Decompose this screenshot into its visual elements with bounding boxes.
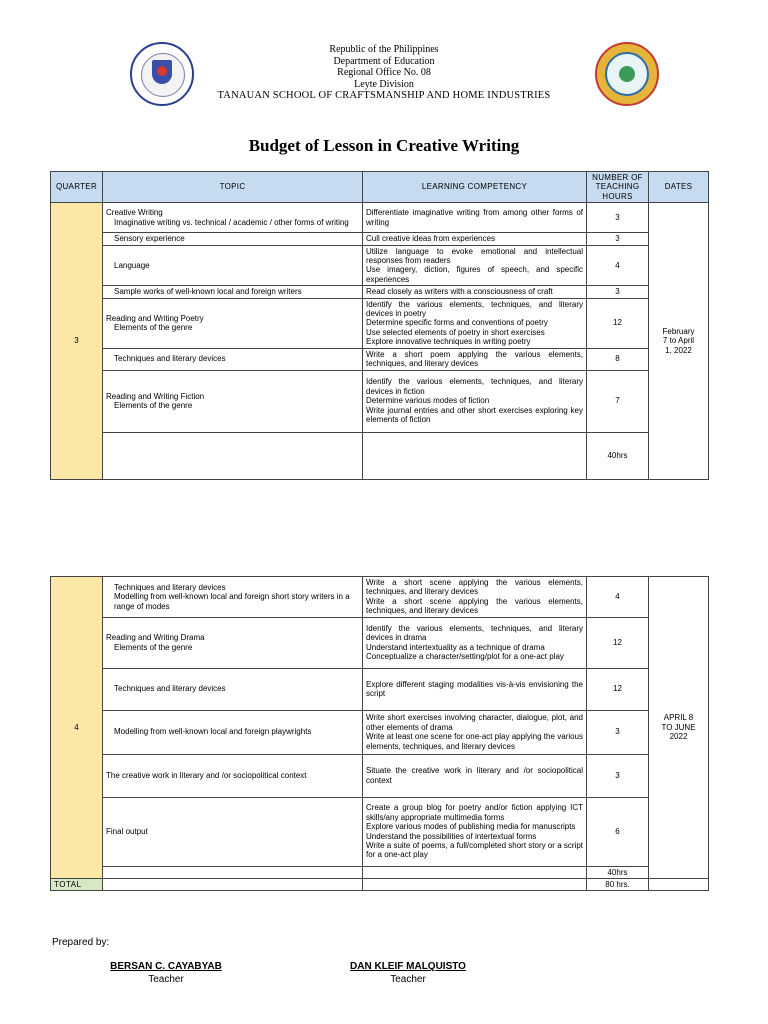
hours-cell: 4 <box>587 577 649 618</box>
table-row <box>51 577 709 618</box>
topic-cell: Language <box>103 245 363 286</box>
topic-cell: Sensory experience <box>103 233 363 245</box>
competency-cell: Differentiate imaginative writing from among other forms of writing <box>363 203 587 233</box>
signature-block-2 <box>336 961 480 985</box>
competency-cell: Situate the creative work in literary and /or sociopolitical context <box>363 754 587 797</box>
hours-cell: 12 <box>587 668 649 710</box>
competency-cell: Read closely as writers with a consciousness of craft <box>363 286 587 298</box>
competency-cell: Create a group blog for poetry and/or fiction applying ICT skills/any appropriate multimedia forms Explore various modes of publishing media for manuscripts Understand the possibilities of intertextual forms Write a suite of poems, a full/completed short story or a script for a one-act play <box>363 797 587 866</box>
topic-cell: Modelling from well-known local and foreign playwrights <box>103 710 363 754</box>
hours-cell: 3 <box>587 233 649 245</box>
topic-cell: Reading and Writing Poetry Elements of the genre <box>103 298 363 348</box>
dates-cell <box>649 879 709 891</box>
prepared-by-label: Prepared by: <box>52 937 110 948</box>
table-row <box>51 298 709 348</box>
col-hours: NUMBER OF TEACHING HOURS <box>587 172 649 203</box>
topic-cell <box>103 866 363 878</box>
topic-cell: Techniques and literary devices <box>103 668 363 710</box>
quarter-cell: 3 <box>51 203 103 479</box>
hours-cell: 4 <box>587 245 649 286</box>
hours-cell: 12 <box>587 617 649 668</box>
page-title: Budget of Lesson in Creative Writing <box>248 136 520 155</box>
topic-cell: Techniques and literary devices Modelling from well-known local and foreign short story writers in a range of modes <box>103 577 363 618</box>
document-header <box>0 44 768 102</box>
topic-cell <box>103 432 363 479</box>
competency-cell <box>363 879 587 891</box>
topic-cell: Final output <box>103 797 363 866</box>
competency-cell: Write short exercises involving character, dialogue, plot, and other elements of drama Write at least one scene for one-act play applying the various elements, techniques, and literary devices <box>363 710 587 754</box>
dates-cell: February 7 to April 1, 2022 <box>649 203 709 479</box>
table-row <box>51 348 709 370</box>
header-school: TANAUAN SCHOOL OF CRAFTSMANSHIP AND HOME INDUSTRIES <box>217 90 551 102</box>
hours-cell: 8 <box>587 348 649 370</box>
total-hours-cell: 40hrs <box>587 866 649 878</box>
total-hours-cell: 40hrs <box>587 432 649 479</box>
quarter3-table <box>50 171 709 480</box>
hours-cell: 3 <box>587 710 649 754</box>
grand-total-row <box>51 879 709 891</box>
table-row <box>51 203 709 233</box>
total-label: TOTAL <box>51 879 103 891</box>
hours-cell: 7 <box>587 370 649 432</box>
topic-cell: Reading and Writing Fiction Elements of the genre <box>103 370 363 432</box>
competency-cell: Explore different staging modalities vis-à-vis envisioning the script <box>363 668 587 710</box>
topic-cell: Techniques and literary devices <box>103 348 363 370</box>
table-row <box>51 617 709 668</box>
signer2-role: Teacher <box>390 974 426 985</box>
competency-cell: Identify the various elements, techniques, and literary devices in poetry Determine specific forms and conventions of poetry Use selected elements of poetry in short exercises Explore innovative techniques in writing poetry <box>363 298 587 348</box>
col-topic: TOPIC <box>103 172 363 203</box>
hours-cell: 3 <box>587 754 649 797</box>
table-row <box>51 668 709 710</box>
competency-cell: Utilize language to evoke emotional and intellectual responses from readers Use imagery, diction, figures of speech, and specific experiences <box>363 245 587 286</box>
topic-cell: Sample works of well-known local and foreign writers <box>103 286 363 298</box>
competency-cell: Write a short poem applying the various elements, techniques, and literary devices <box>363 348 587 370</box>
topic-cell: The creative work in literary and /or sociopolitical context <box>103 754 363 797</box>
signature-block-1 <box>96 961 236 985</box>
quarter4-table <box>50 576 709 891</box>
col-dates: DATES <box>649 172 709 203</box>
header-division: Leyte Division <box>354 78 414 90</box>
topic-cell: Reading and Writing Drama Elements of the genre <box>103 617 363 668</box>
table-row <box>51 866 709 878</box>
competency-cell: Write a short scene applying the various elements, techniques, and literary devices Write a short scene applying the various elements, techniques, and literary devices <box>363 577 587 618</box>
quarter-cell: 4 <box>51 577 103 879</box>
table-row <box>51 797 709 866</box>
hours-cell: 6 <box>587 797 649 866</box>
hours-cell: 12 <box>587 298 649 348</box>
topic-cell: Creative Writing Imaginative writing vs. technical / academic / other forms of writing <box>103 203 363 233</box>
hours-cell: 3 <box>587 286 649 298</box>
table-row <box>51 245 709 286</box>
competency-cell <box>363 432 587 479</box>
competency-cell: Cull creative ideas from experiences <box>363 233 587 245</box>
table-header-row <box>51 172 709 203</box>
signer1-name: BERSAN C. CAYABYAB <box>110 961 222 972</box>
table-row <box>51 754 709 797</box>
header-region: Regional Office No. 08 <box>337 67 431 79</box>
grand-total-hours: 80 hrs. <box>587 879 649 891</box>
table-row <box>51 370 709 432</box>
signer1-role: Teacher <box>148 974 184 985</box>
competency-cell <box>363 866 587 878</box>
table-row <box>51 233 709 245</box>
hours-cell: 3 <box>587 203 649 233</box>
dates-cell: APRIL 8 TO JUNE 2022 <box>649 577 709 879</box>
col-competency: LEARNING COMPETENCY <box>363 172 587 203</box>
table-row <box>51 710 709 754</box>
topic-cell <box>103 879 363 891</box>
header-department: Department of Education <box>333 55 435 67</box>
competency-cell: Identify the various elements, techniques, and literary devices in drama Understand intertextuality as a technique of drama Conceptualize a character/setting/plot for a one-act play <box>363 617 587 668</box>
signer2-name: DAN KLEIF MALQUISTO <box>350 961 466 972</box>
competency-cell: Identify the various elements, techniques, and literary devices in fiction Determine various modes of fiction Write journal entries and other short exercises exploring key elements of fiction <box>363 370 587 432</box>
table-row <box>51 432 709 479</box>
col-quarter: QUARTER <box>51 172 103 203</box>
table-row <box>51 286 709 298</box>
header-republic: Republic of the Philippines <box>329 44 439 55</box>
